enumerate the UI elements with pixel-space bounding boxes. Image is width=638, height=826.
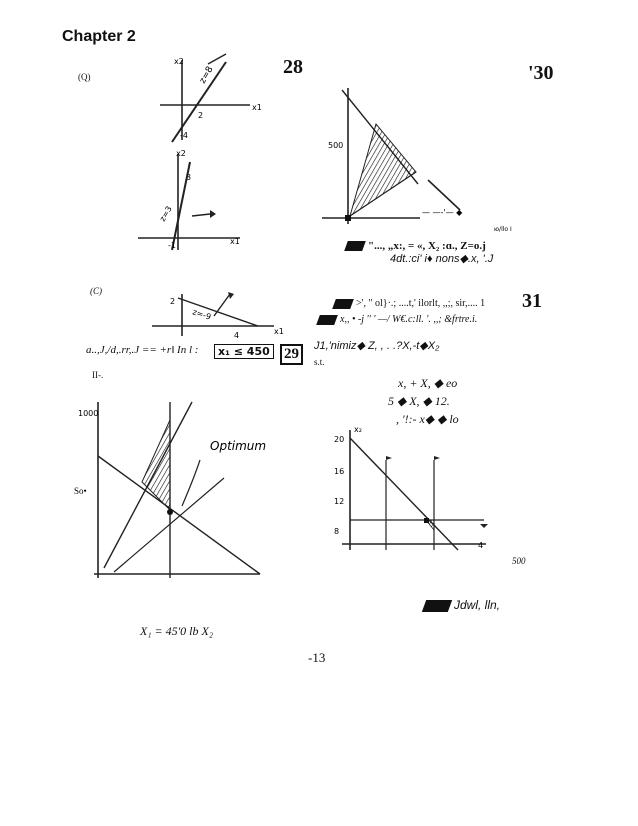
graph-28-dashes: — —-'— ◆ (422, 208, 463, 217)
solution-28-line2: 4dt.:ci' i♦ nons◆.x, '.J (390, 253, 494, 265)
problem-number-30: '30 (528, 62, 554, 84)
graph-31-tick-8: 8 (334, 527, 340, 536)
graph-31 (330, 420, 500, 554)
graph-31-tick-12: 12 (334, 497, 345, 506)
page-number: -13 (308, 650, 326, 665)
part-label-c: (C) (90, 286, 102, 296)
graph-29-optimum-label: Optimum (210, 439, 267, 453)
problem-number-29: 29 (280, 344, 303, 365)
graph-29-y-tick2: So• (74, 486, 87, 496)
problem-31-line3: J1,'nimiz◆ Z, , . .?X,-t◆X₂ (314, 340, 440, 352)
graph-28-caption: ю/llo I (494, 226, 512, 233)
constraint-31-3: , '!:- x◆ ◆ lo (396, 412, 459, 426)
graph-31-tick-20: 20 (334, 435, 345, 444)
problem-31-st: s.t. (314, 357, 325, 367)
diamond-marker-icon (422, 600, 452, 612)
problem-number-31: 31 (522, 290, 542, 312)
constraint-31-2: 5 ◆ X, ◆ 12. (388, 394, 450, 408)
problem-31-text (314, 296, 485, 370)
footer-answer: Jdwl, lln, (424, 598, 500, 613)
diamond-marker-icon (316, 315, 338, 325)
constraint-31-1: x, + X, ◆ eo (398, 376, 458, 390)
problem-31-line1: >', " ol}·.; ....t,' ilorlt, ,,;, sir,.... 1 (314, 296, 485, 312)
graph-31-tick-4: 4 (478, 541, 484, 550)
graph-a-top-tick-neg4: -4 (180, 131, 188, 140)
graph-c-line-label: z=-9 (191, 307, 213, 322)
margin-note: a..,J,/d,.rr,.J == +r‖ In l : (86, 344, 199, 356)
problem-31-line2: x,, • -j '' ' —/ W€.c:ll. '. ,,; &frtre.i. (314, 312, 485, 328)
constraint-29: x₁ ≤ 450 (214, 344, 274, 359)
graph-a-top-axis-x: x1 (252, 103, 262, 112)
graph-28-y-tick: 500 (328, 141, 344, 150)
graph-a-bottom-axis-x: x1 (230, 237, 240, 246)
solution-28 (346, 240, 493, 265)
graph-29-y-tick: 1000 (78, 409, 99, 418)
graph-a-bottom-tick-neg1: -1 (168, 241, 176, 250)
graph-a-top-line-label: z=8 (197, 64, 216, 86)
graph-c-axis-x: x1 (274, 327, 284, 336)
graph-a-bottom-line-label: z=3 (157, 204, 174, 223)
problem-number-28: 28 (283, 56, 303, 78)
graph-a-bottom-axis-y: x2 (176, 149, 186, 158)
graph-31-axis-y: x₂ (354, 425, 362, 434)
graph-a-top-tick-2: 2 (198, 111, 204, 120)
graph-29 (74, 398, 267, 584)
graph-31-corner: 500 (512, 556, 526, 566)
note-ii: II-. (92, 370, 104, 380)
diamond-marker-icon (344, 241, 366, 251)
graph-28 (312, 84, 552, 234)
graph-c-tick-2: 2 (170, 297, 176, 306)
diamond-marker-icon (332, 299, 354, 309)
graph-c (148, 290, 288, 342)
graph-c-tick-4: 4 (234, 331, 240, 340)
solution-28-line1: "..., „x:, = «, X₂ :ɑ., Z=o.j (346, 240, 493, 252)
graph-a-sketches (130, 50, 270, 260)
part-label-q: (Q) (78, 72, 91, 82)
graph-a-top-axis-y: x2 (174, 57, 184, 66)
answer-29: X₁ = 45'0 lb X₂ (140, 624, 214, 638)
graph-a-bottom-tick-3: 3 (186, 173, 192, 182)
graph-31-tick-16: 16 (334, 467, 345, 476)
chapter-heading: Chapter 2 (62, 28, 136, 45)
